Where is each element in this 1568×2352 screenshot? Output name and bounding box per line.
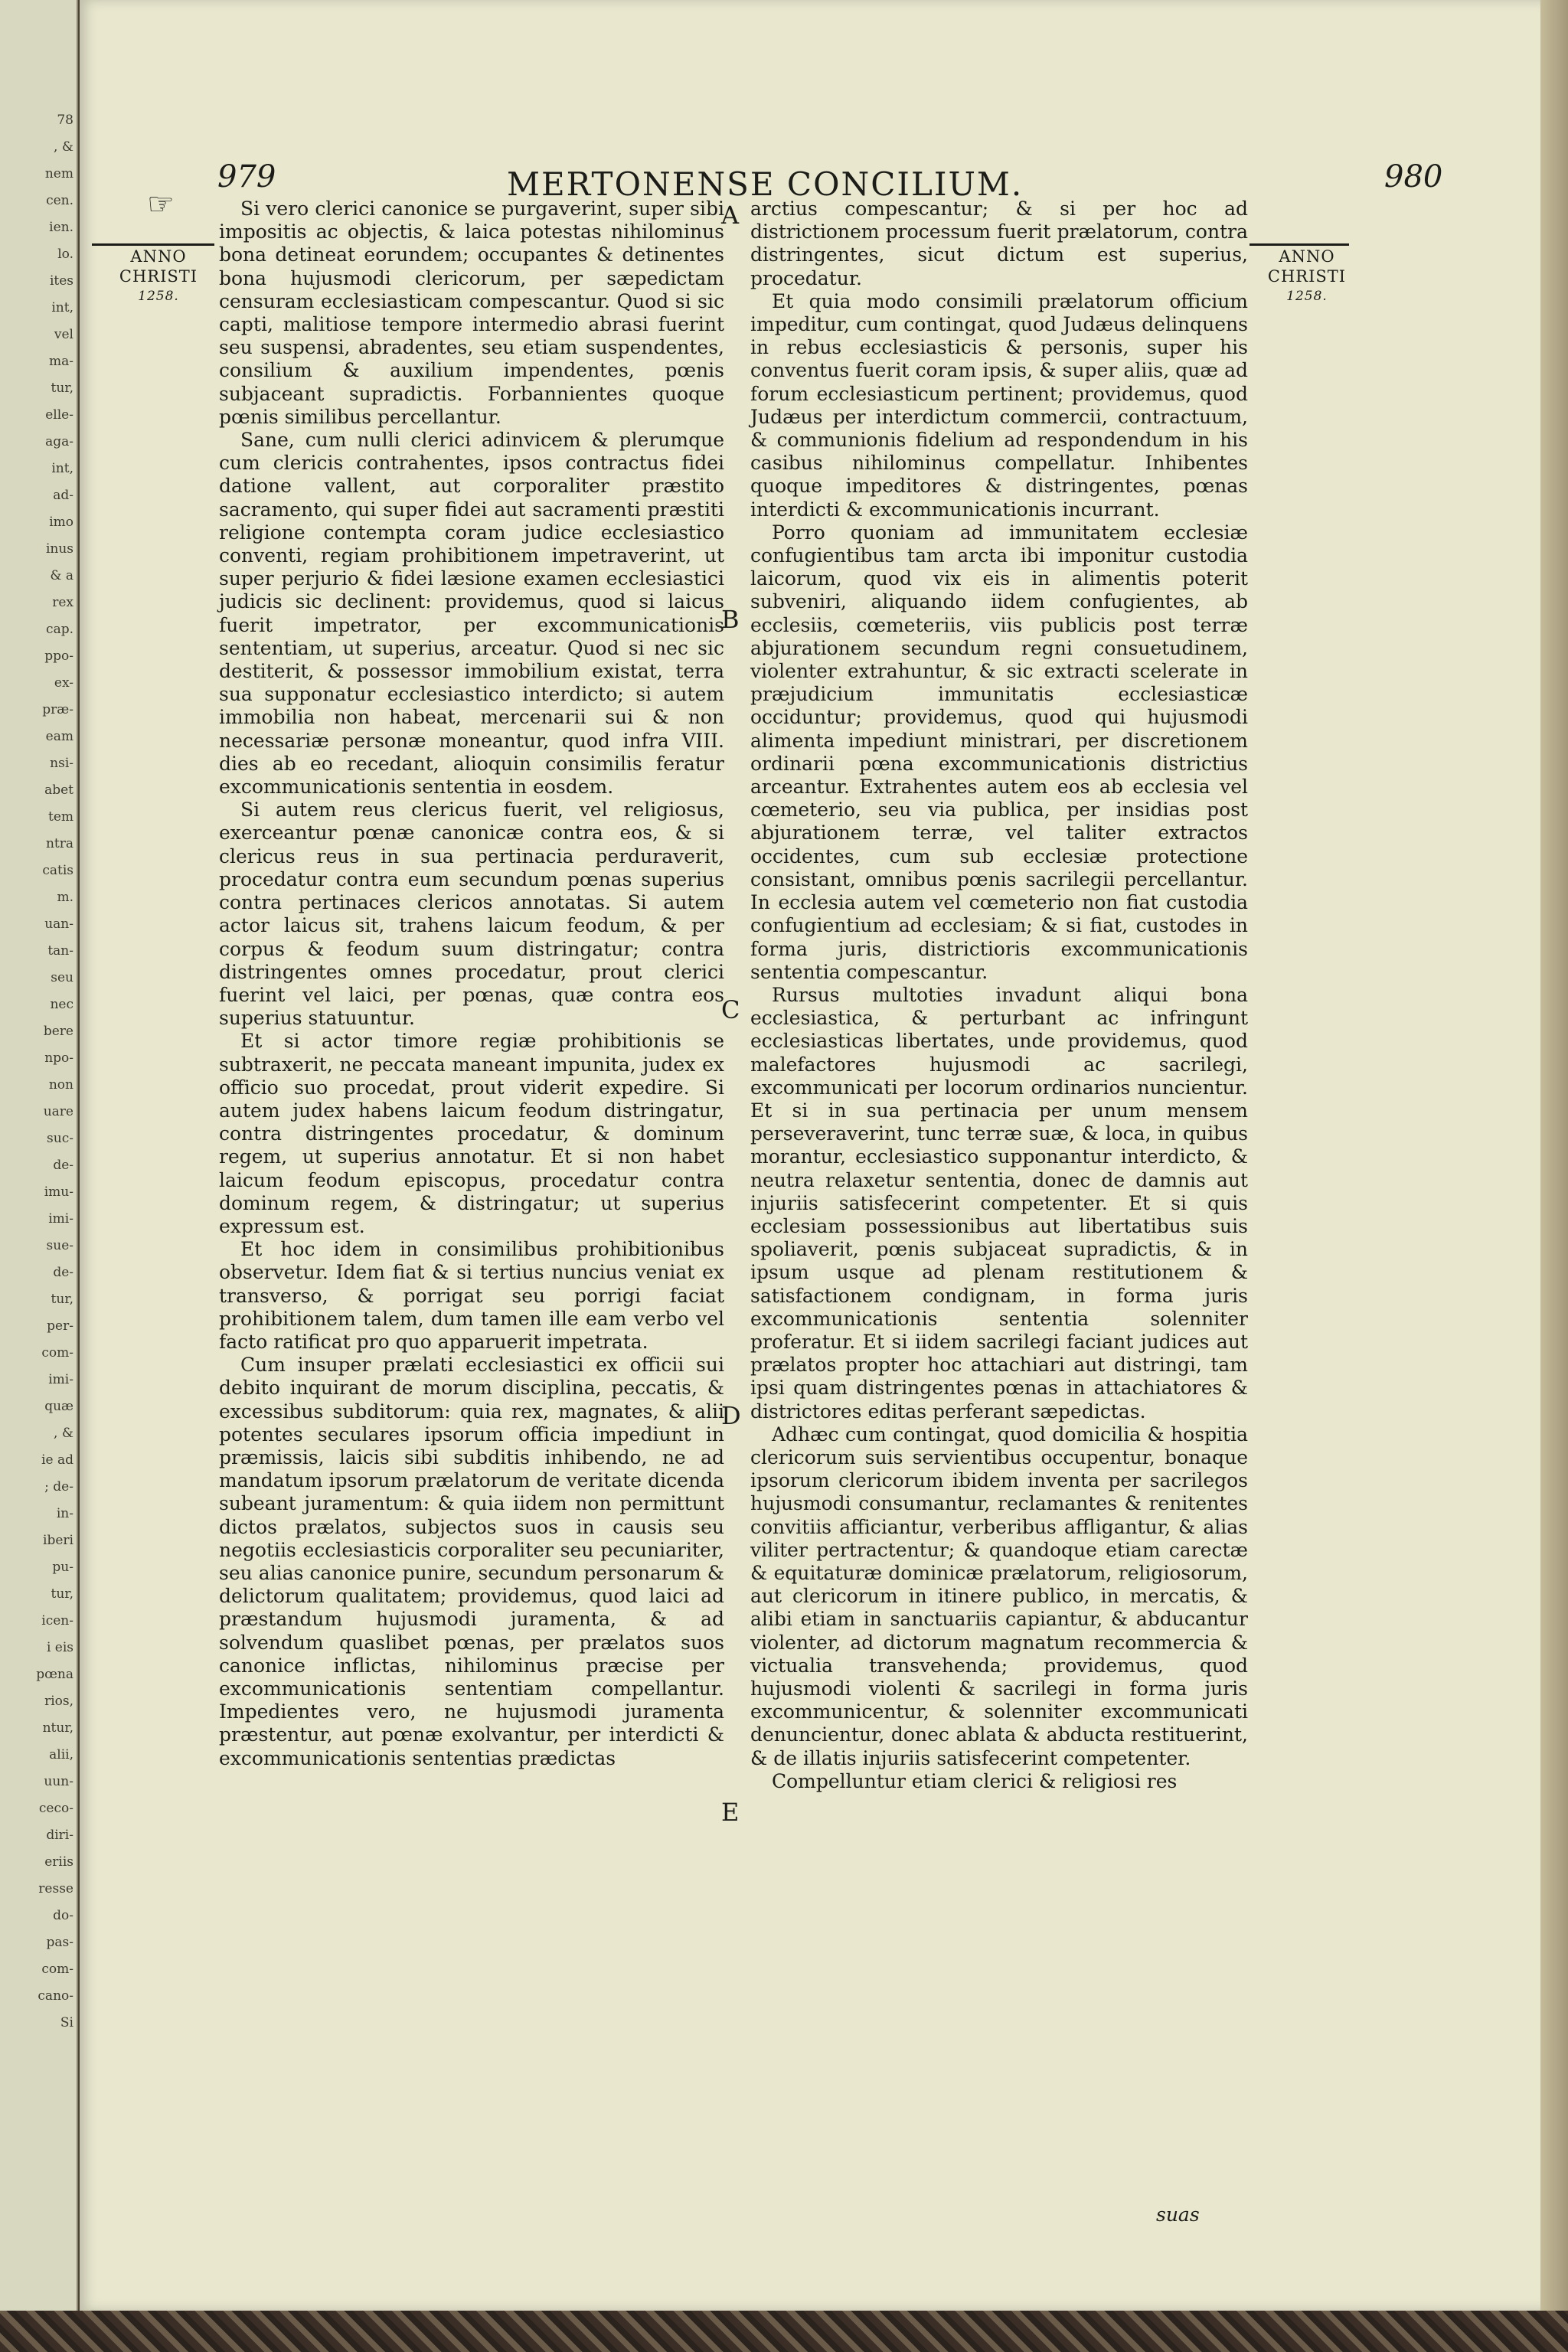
margin-rule-right <box>1250 243 1349 246</box>
adjacent-page-text <box>3 107 74 2037</box>
page-edge-stack <box>1540 0 1568 2352</box>
adjacent-page-fragment: de- <box>53 1265 74 1280</box>
margin-note-line: CHRISTI <box>119 267 198 286</box>
adjacent-page-fragment: quæ <box>44 1399 74 1414</box>
adjacent-page-fragment: aga- <box>45 434 74 449</box>
adjacent-page-fragment: ie ad <box>41 1452 74 1468</box>
adjacent-page-fragment: rex <box>52 595 74 610</box>
adjacent-page-fragment: tur, <box>51 1292 74 1307</box>
paragraph: Adhæc cum contingat, quod domicilia & hospitia clericorum suis servientibus occupentur, bonaque ipsorum clericorum ibidem inventa per sacrilegos hujusmodi consumantur, reclamantes & renitentes convitiis afficiantur, verberibus affligantur, & alias viliter pertractentur; & quandoque etiam carectæ & equitaturæ dominicæ prælatorum, religiosorum, aut clericorum in itinere publico, in mercatis, & alibi etiam in sanctuariis capiantur, & abducantur violenter, ad dictorum magnatum recommercia & victualia transvehenda; providemus, quod hujusmodi violenti & sacrilegi in forma juris excommunicentur, & solenniter excommunicati denuncientur, donec ablata & abducta restituerint, & de illatis injuriis satisfecerint competenter. <box>750 1423 1248 1769</box>
adjacent-page-fragment: m. <box>57 890 74 905</box>
adjacent-page-fragment: ien. <box>49 220 74 235</box>
adjacent-page-fragment: vel <box>54 327 74 342</box>
text-column-left <box>219 198 724 1770</box>
adjacent-page-fragment: sue- <box>46 1238 74 1253</box>
adjacent-page-fragment: int, <box>51 300 74 315</box>
adjacent-page-fragment: npo- <box>44 1050 74 1066</box>
adjacent-page-fragment: i eis <box>46 1640 74 1655</box>
adjacent-page-fragment: in- <box>56 1506 74 1521</box>
adjacent-page-fragment: tur, <box>51 381 74 396</box>
paragraph: Rursus multoties invadunt aliqui bona ecclesiastica, & perturbant ac infringunt ecclesiasticas libertates, unde providemus, quod malefactores hujusmodi ac sacrilegi, excommunicati per locorum ordinarios nuncientur. Et si in sua pertinacia per unum mensem perseveraverint, tunc terræ suæ, & loca, in quibus morantur, ecclesiastico supponantur interdicto, & neutra relaxetur sententia, donec de damnis aut injuriis satisfecerint competenter. Et si quis ecclesiam possessionibus aut libertatibus suis spoliaverit, pœnis subjaceat supradictis, & in ipsum usque ad plenam restitutionem & satisfactionem condignam, in forma juris excommunicationis sententia solenniter proferatur. Et si iidem sacrilegi faciant judices aut prælatos propter hoc attachiari aut distringi, tam ipsi quam distringentes pœnas in attachiatores & districtores editas perferant sæpedictas. <box>750 983 1248 1423</box>
adjacent-page-fragment: icen- <box>41 1613 74 1628</box>
adjacent-page-fragment: , & <box>54 1426 74 1441</box>
adjacent-page-fragment: de- <box>53 1158 74 1173</box>
adjacent-page-fragment: lo. <box>57 247 74 262</box>
adjacent-page-fragment: com- <box>41 1345 74 1361</box>
adjacent-page-fragment: cen. <box>46 193 74 208</box>
adjacent-page-fragment: Si <box>60 2015 74 2030</box>
section-letter-c: C <box>721 995 740 1024</box>
adjacent-page-fragment: alii, <box>49 1747 74 1762</box>
adjacent-page-fragment: ceco- <box>38 1801 74 1816</box>
adjacent-page-fragment: int, <box>51 461 74 476</box>
catchword: suas <box>1156 2203 1200 2226</box>
margin-note-right <box>1265 247 1349 306</box>
adjacent-page-fragment: pas- <box>46 1935 74 1950</box>
adjacent-page-fragment: ma- <box>49 354 74 369</box>
adjacent-page-fragment: pu- <box>52 1560 74 1575</box>
adjacent-page-fragment: ppo- <box>44 648 74 664</box>
adjacent-page-fragment: tur, <box>51 1586 74 1602</box>
section-letter-d: D <box>721 1401 741 1430</box>
adjacent-page-fragment: imu- <box>44 1184 74 1200</box>
adjacent-page-edge <box>0 0 78 2352</box>
adjacent-page-fragment: inus <box>45 541 74 557</box>
adjacent-page-fragment: ntur, <box>42 1720 74 1736</box>
adjacent-page-fragment: præ- <box>42 702 74 717</box>
margin-note-left <box>116 247 201 306</box>
page-number-right: 980 <box>1384 159 1443 194</box>
adjacent-page-fragment: ; de- <box>44 1479 74 1494</box>
adjacent-page-fragment: uun- <box>44 1774 74 1789</box>
adjacent-page-fragment: ad- <box>53 488 74 503</box>
adjacent-page-fragment: tem <box>47 809 74 825</box>
page-number-left: 979 <box>217 159 276 194</box>
pointing-hand-icon: ☞ <box>147 187 175 222</box>
adjacent-page-fragment: ites <box>49 273 74 289</box>
adjacent-page-fragment: abet <box>44 782 74 798</box>
text-column-right <box>750 198 1248 1793</box>
adjacent-page-fragment: uare <box>43 1104 74 1119</box>
adjacent-page-fragment: resse <box>38 1881 74 1896</box>
paragraph: Sane, cum nulli clerici adinvicem & plerumque cum clericis contrahentes, ipsos contractus fidei datione vallent, aut corporaliter præstito sacramento, qui super fidei aut sacramenti præstiti religione contempta coram judice ecclesiastico conventi, regiam prohibitionem impetraverint, ut super perjurio & fidei læsione examen ecclesiastici judicis sic declinent: providemus, quod si laicus fuerit impetrator, per excommunicationis sententiam, ut superius, arceatur. Quod si nec sic destiterit, & possessor immobilium existat, terra sua supponatur ecclesiastico interdicto; si autem immobilia non habeat, mercenarii sui & non necessariæ personæ moneantur, quod infra VIII. dies ab eo recedant, alioquin consimilis feratur excommunicationis sententia in eosdem. <box>219 429 724 799</box>
section-letter-e: E <box>721 1798 740 1827</box>
adjacent-page-fragment: elle- <box>45 407 74 423</box>
adjacent-page-fragment: rios, <box>44 1694 74 1709</box>
running-title: MERTONENSE CONCILIUM. <box>507 165 1024 203</box>
paragraph: Et quia modo consimili prælatorum officium impeditur, cum contingat, quod Judæus delinquens in rebus ecclesiasticis & personis, super his conventus fuerit coram ipsis, & super aliis, quæ ad forum ecclesiasticum pertinent; providemus, quod Judæus per interdictum commercii, contractuum, & communionis fidelium ad respondendum in his casibus nihilominus compellatur. Inhibentes quoque impeditores & distringentes, pœnas interdicti & excommunicationis incurrant. <box>750 289 1248 521</box>
adjacent-page-fragment: uan- <box>44 916 74 932</box>
adjacent-page-fragment: eam <box>45 729 74 744</box>
paragraph: Et hoc idem in consimilibus prohibitionibus observetur. Idem fiat & si tertius nuncius veniat ex transverso, & porrigat seu porrigi faciat prohibitionem talem, dum tamen ille eam verbo vel facto ratificat pro quo apparuerit impetrata. <box>219 1238 724 1353</box>
adjacent-page-fragment: pœna <box>36 1667 74 1682</box>
adjacent-page-fragment: com- <box>41 1962 74 1977</box>
adjacent-page-fragment: cano- <box>38 1988 74 2004</box>
section-letter-a: A <box>721 201 740 230</box>
section-letter-b: B <box>721 605 740 634</box>
adjacent-page-fragment: & a <box>50 568 74 583</box>
adjacent-page-fragment: catis <box>42 863 74 878</box>
adjacent-page-fragment: imi- <box>48 1372 74 1387</box>
margin-note-line: ANNO <box>130 247 187 266</box>
margin-note-line: ANNO <box>1279 247 1335 266</box>
adjacent-page-fragment: iberi <box>43 1533 74 1548</box>
margin-note-year: 1258. <box>138 289 179 304</box>
margin-note-line: CHRISTI <box>1267 267 1347 286</box>
margin-note-year: 1258. <box>1286 289 1328 304</box>
adjacent-page-fragment: 78 <box>57 113 74 128</box>
adjacent-page-fragment: ntra <box>45 836 74 851</box>
adjacent-page-fragment: nec <box>50 997 74 1012</box>
paragraph: Porro quoniam ad immunitatem ecclesiæ confugientibus tam arcta ibi imponitur custodia laicorum, quod vix eis in alimentis poterit subveniri, aliquando iidem confugientes, ab ecclesiis, cœmeteriis, viis publicis post terræ abjurationem secundum regni consuetudinem, violenter extrahuntur, & sic extracti scelerate in præjudicium immunitatis ecclesiasticæ occiduntur; providemus, quod qui hujusmodi alimenta impediunt ministrari, per discretionem ordinarii pœna excommunicationis districtius arceantur. Extrahentes autem eos ab ecclesia vel cœmeterio, seu via publica, per insidias post abjurationem terræ, vel taliter extractos occidentes, cum sub ecclesiæ protectione consistant, omnibus pœnis sacrilegii percellantur. In ecclesia autem vel cœmeterio non fiat custodia confugientium ad ecclesiam; & si fiat, custodes in forma juris, districtioris excommunicationis sententia compescantur. <box>750 521 1248 983</box>
adjacent-page-fragment: imi- <box>48 1211 74 1227</box>
margin-rule-left <box>92 243 214 246</box>
adjacent-page-fragment: nsi- <box>50 756 74 771</box>
adjacent-page-fragment: cap. <box>46 622 74 637</box>
adjacent-page-fragment: , & <box>54 139 74 155</box>
paragraph: Si vero clerici canonice se purgaverint, super sibi impositis ac objectis, & laica potestas nihilominus bona detineat eorundem; occupantes & detinentes bona hujusmodi clericorum, per sæpedictam censuram ecclesiasticam compescantur. Quod si sic capti, malitiose tempore intermedio abrasi fuerint seu suspensi, abradentes, seu etiam suspendentes, consilium & auxilium impendentes, pœnis subjaceant supradictis. Forbannientes quoque pœnis similibus percellantur. <box>219 198 724 428</box>
paragraph: Cum insuper prælati ecclesiastici ex officii sui debito inquirant de morum disciplina, peccatis, & excessibus subditorum: quia rex, magnates, & alii potentes seculares ipsorum officia impediunt in præmissis, laicis sibi subditis inhibendo, ne ad mandatum ipsorum prælatorum de veritate dicenda subeant juramentum: & quia iidem non permittunt dictos prælatos, subjectos suos in causis seu negotiis ecclesiasticis corporaliter seu pecuniariter, seu alias canonice punire, secundum personarum & delictorum qualitatem; providemus, quod laici ad præstandum hujusmodi juramenta, & ad solvendum quaslibet pœnas, per prælatos suos canonice inflictas, nihilominus præcise per excommunicationis sententiam compellantur. Impedientes vero, ne hujusmodi juramenta præstentur, aut pœnæ exolvantur, per interdicti & excommunicationis sententias prædictas <box>219 1354 724 1769</box>
adjacent-page-fragment: bere <box>43 1024 74 1039</box>
paragraph: arctius compescantur; & si per hoc ad districtionem processum fuerit prælatorum, contra distringentes, sicut dictum est superius, procedatur. <box>750 198 1248 289</box>
paragraph: Et si actor timore regiæ prohibitionis se subtraxerit, ne peccata maneant impunita, judex ex officio suo procedat, prout viderit expedire. Si autem judex habens laicum feodum distringatur, contra distringentes procedatur, & dominum regem, ut superius annotatur. Et si non habet laicum feodum episcopus, procedatur contra dominum regem, & distringatur; ut superius expressum est. <box>219 1030 724 1237</box>
adjacent-page-fragment: do- <box>53 1908 74 1923</box>
adjacent-page-fragment: ex- <box>54 675 74 691</box>
adjacent-page-fragment: suc- <box>47 1131 74 1146</box>
adjacent-page-fragment: nem <box>44 166 74 181</box>
adjacent-page-fragment: imo <box>49 514 74 530</box>
adjacent-page-fragment: non <box>48 1077 74 1093</box>
table-cloth <box>0 2311 1568 2352</box>
adjacent-page-fragment: eriis <box>44 1854 74 1870</box>
paragraph: Compelluntur etiam clerici & religiosi res <box>772 1769 1178 1792</box>
adjacent-page-fragment: diri- <box>46 1828 74 1843</box>
adjacent-page-fragment: per- <box>47 1318 74 1334</box>
paragraph: Si autem reus clericus fuerit, vel religiosus, exerceantur pœnæ canonicæ contra eos, & si clericus reus in sua pertinacia perduraverit, procedatur contra eum secundum pœnas superius contra pertinaces clericos annotatas. Si autem actor laicus sit, trahens laicum feodum, & per corpus & feodum suum distringatur; contra distringentes omnes procedatur, prout clerici fuerint vel laici, per pœnas, quæ contra eos superius statuuntur. <box>219 799 724 1030</box>
adjacent-page-fragment: tan- <box>47 943 74 959</box>
adjacent-page-fragment: seu <box>51 970 74 985</box>
